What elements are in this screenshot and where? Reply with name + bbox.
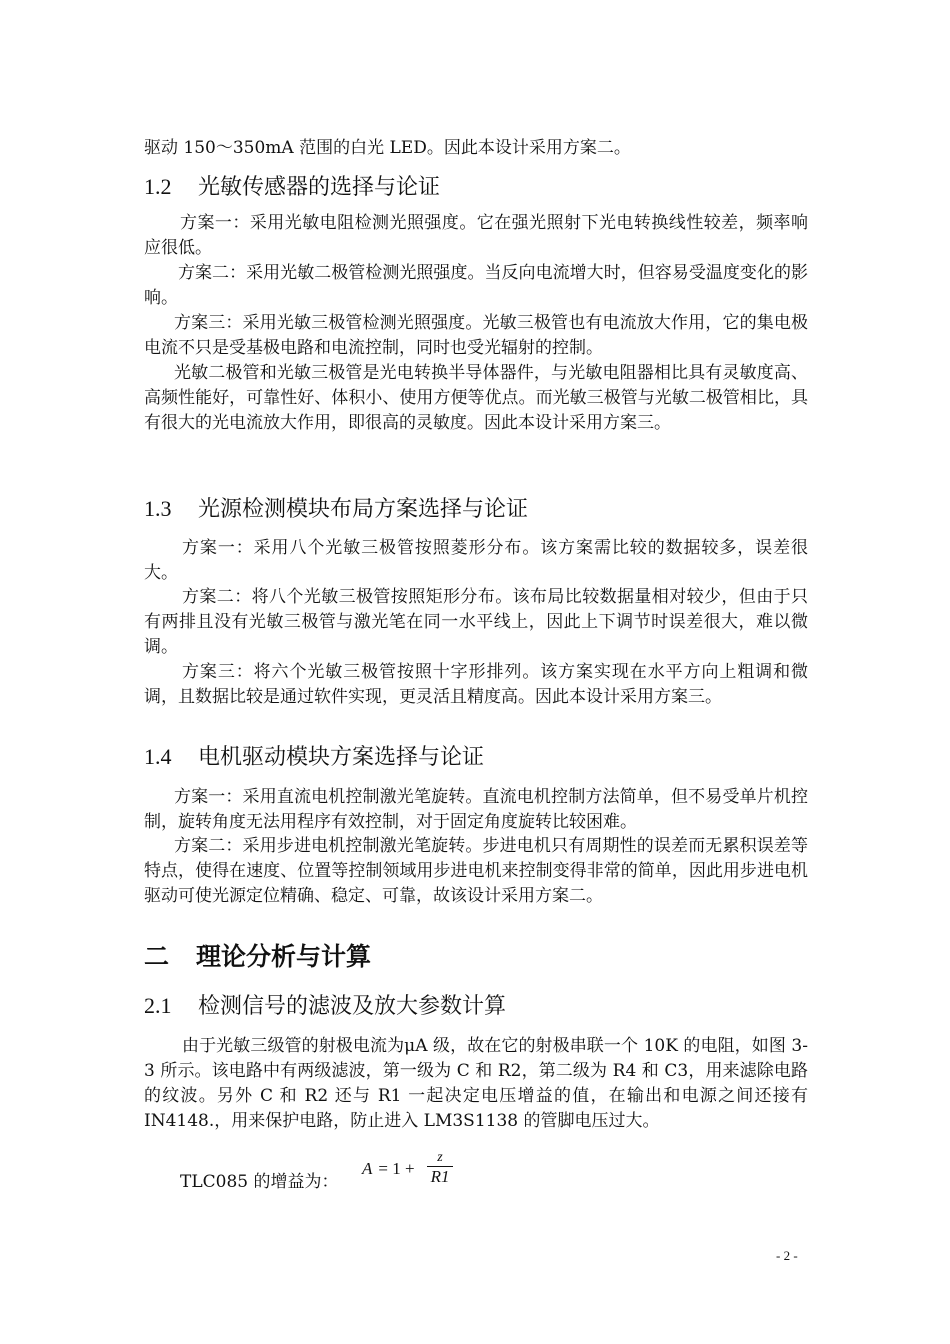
paragraph: 方案二：采用步进电机控制激光笔旋转。步进电机只有周期性的误差而无累积误差等特点，使得在速度、位置等控制领域用步进电机来控制变得非常的简单，因此用步进电机驱动可使光源定位精确、稳定、可靠，故该设计采用方案二。 bbox=[144, 836, 808, 906]
section-title: 电机驱动模块方案选择与论证 bbox=[198, 745, 485, 770]
paragraph: 方案一：采用八个光敏三极管按照菱形分布。该方案需比较的数据较多，误差很大。 bbox=[144, 538, 808, 583]
section-title: 检测信号的滤波及放大参数计算 bbox=[198, 994, 507, 1019]
paragraph: 方案三：将六个光敏三极管按照十字形排列。该方案实现在水平方向上粗调和微调，且数据比较是通过软件实现，更灵活且精度高。因此本设计采用方案三。 bbox=[144, 662, 808, 707]
section-number: 1.3 bbox=[144, 496, 172, 521]
section-heading-1-4 bbox=[144, 742, 484, 773]
chapter-number: 二 bbox=[144, 942, 170, 971]
page-number: - 2 - bbox=[776, 1248, 798, 1263]
continuation-line: 驱动 150～350mA 范围的白光 LED。因此本设计采用方案二。 bbox=[144, 138, 631, 158]
section-heading-1-2 bbox=[144, 172, 440, 203]
section-title: 光源检测模块布局方案选择与论证 bbox=[198, 497, 529, 522]
section-heading-2-1 bbox=[144, 991, 506, 1022]
section-title: 光敏传感器的选择与论证 bbox=[198, 175, 441, 200]
formula-fraction bbox=[427, 1150, 454, 1187]
gain-formula bbox=[362, 1150, 453, 1187]
chapter-heading bbox=[144, 941, 371, 973]
section-number: 1.4 bbox=[144, 744, 172, 769]
paragraph: 方案三：采用光敏三极管检测光照强度。光敏三极管也有电流放大作用，它的集电极电流不只是受基极电路和电流控制，同时也受光辐射的控制。 bbox=[144, 313, 808, 358]
formula-eq: = 1 + bbox=[378, 1158, 415, 1178]
paragraph: 方案一：采用光敏电阻检测光照强度。它在强光照射下光电转换线性较差，频率响应很低。 bbox=[144, 213, 808, 258]
paragraph: 方案二：将八个光敏三极管按照矩形分布。该布局比较数据量相对较少，但由于只有两排且没有光敏三极管与激光笔在同一水平线上，因此上下调节时误差很大，难以微调。 bbox=[144, 587, 808, 657]
formula-lhs: A bbox=[362, 1158, 373, 1178]
paragraph: 方案一：采用直流电机控制激光笔旋转。直流电机控制方法简单，但不易受单片机控制，旋转角度无法用程序有效控制，对于固定角度旋转比较困难。 bbox=[144, 787, 808, 832]
chapter-title: 理论分析与计算 bbox=[196, 942, 372, 971]
section-heading-1-3 bbox=[144, 494, 528, 525]
section-number: 1.2 bbox=[144, 174, 172, 199]
paragraph: 光敏二极管和光敏三极管是光电转换半导体器件，与光敏电阻器相比具有灵敏度高、高频性能好，可靠性好、体积小、使用方便等优点。而光敏三极管与光敏二极管相比，具有很大的光电流放大作用，即很高的灵敏度。因此本设计采用方案三。 bbox=[144, 363, 808, 433]
formula-denominator: R1 bbox=[430, 1167, 450, 1186]
formula-numerator: z bbox=[437, 1150, 443, 1165]
formula-label: TLC085 的增益为： bbox=[180, 1172, 339, 1192]
paragraph: 方案二：采用光敏二极管检测光照强度。当反向电流增大时，但容易受温度变化的影响。 bbox=[144, 263, 808, 308]
paragraph: 由于光敏三级管的射极电流为μA 级，故在它的射极串联一个 10K 的电阻，如图 3-3 所示。该电路中有两级滤波，第一级为 C 和 R2，第二级为 R4 和 C3，用来滤除电路的纹波。另外 C 和 R2 还与 R1 一起决定电压增益的值，在输出和电源之间还接有 IN4148.，用来保护电路，防止进入 LM3S1138 的管脚电压过大。 bbox=[144, 1036, 808, 1131]
section-number: 2.1 bbox=[144, 993, 172, 1018]
